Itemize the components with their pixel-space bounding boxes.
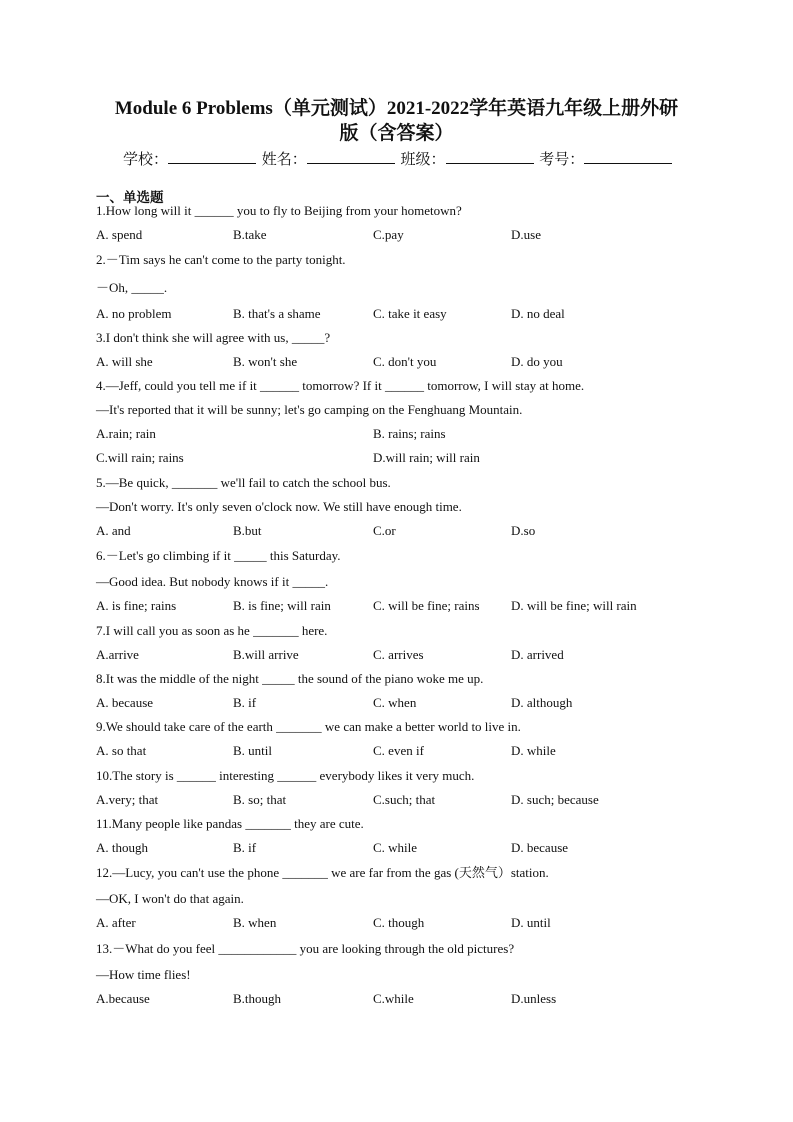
question-text: the sound of the piano woke me up.: [294, 671, 484, 686]
question-text: —Don't worry. It's only seven o'clock now. We still have enough time.: [96, 499, 462, 514]
question-6-line-1: [96, 548, 341, 564]
question-10-option-b[interactable]: B. so; that: [233, 792, 287, 807]
answer-blank[interactable]: _____: [292, 574, 325, 589]
question-text: tomorrow, I will stay at home.: [423, 378, 585, 393]
answer-blank[interactable]: _______: [276, 719, 322, 734]
question-9-option-b[interactable]: B. until: [233, 743, 273, 758]
name-label: 姓名：: [261, 152, 307, 168]
question-text: tomorrow? If it: [299, 378, 385, 393]
question-7-option-a[interactable]: A.arrive: [96, 647, 139, 662]
question-5-option-c[interactable]: C.or: [373, 523, 396, 538]
question-8-option-b[interactable]: B. if: [233, 695, 257, 710]
question-13-option-d[interactable]: D.unless: [511, 991, 557, 1006]
question-text: 12.—Lucy, you can't use the phone: [96, 865, 283, 880]
question-3-line-1: [96, 330, 330, 346]
question-6-option-a[interactable]: A. is fine; rains: [96, 598, 177, 613]
question-text: 10.The story is: [96, 768, 177, 783]
question-text: —How time flies!: [96, 967, 191, 982]
question-13-option-c[interactable]: C.while: [373, 991, 414, 1006]
answer-blank[interactable]: ______: [277, 768, 317, 783]
question-5-line-2: [96, 499, 462, 515]
question-text: they are cute.: [290, 816, 364, 831]
question-text: －Oh,: [96, 280, 132, 295]
question-text: we are far from the gas (天然气）station.: [327, 865, 549, 880]
question-text: we'll fail to catch the school bus.: [217, 475, 391, 490]
question-12-line-2: [96, 891, 244, 907]
question-text: 8.It was the middle of the night: [96, 671, 263, 686]
answer-blank[interactable]: _____: [131, 280, 164, 295]
question-text: 11.Many people like pandas: [96, 816, 246, 831]
question-2-option-b[interactable]: B. that's a shame: [233, 306, 321, 321]
question-13-option-a[interactable]: A.because: [96, 991, 150, 1006]
question-text: you to fly to Beijing from your hometown?: [233, 203, 462, 218]
question-7-line-1: [96, 623, 327, 639]
question-text: this Saturday.: [266, 548, 341, 563]
question-text: 2.－Tim says he can't come to the party tonight.: [96, 252, 346, 267]
question-11-option-a[interactable]: A. though: [96, 840, 148, 855]
question-13-line-2: [96, 967, 191, 983]
question-2-line-2: [96, 280, 167, 296]
question-11-option-c[interactable]: C. while: [373, 840, 418, 855]
question-9-option-d[interactable]: D. while: [511, 743, 556, 758]
answer-blank[interactable]: _______: [245, 816, 291, 831]
answer-blank[interactable]: ______: [176, 768, 216, 783]
question-text: —It's reported that it will be sunny; let's go camping on the Fenghuang Mountain.: [96, 402, 523, 417]
question-12-option-a[interactable]: A. after: [96, 915, 136, 930]
question-1-line-1: [96, 203, 462, 219]
answer-blank[interactable]: _______: [171, 475, 218, 490]
question-1-option-d[interactable]: D.use: [511, 227, 541, 242]
exam-title: [60, 96, 733, 146]
answer-blank[interactable]: _____: [234, 548, 267, 563]
exam-number-label: 考号：: [539, 152, 585, 168]
question-text: .: [324, 574, 329, 589]
exam-number-blank[interactable]: [584, 149, 672, 164]
answer-blank[interactable]: _____: [262, 671, 295, 686]
question-12-option-d[interactable]: D. until: [511, 915, 551, 930]
question-9-line-1: [96, 719, 521, 735]
question-text: —Good idea. But nobody knows if it: [96, 574, 293, 589]
question-6-option-b[interactable]: B. is fine; will rain: [233, 598, 331, 613]
question-text: 3.I don't think she will agree with us,: [96, 330, 292, 345]
question-2-option-a[interactable]: A. no problem: [96, 306, 172, 321]
question-5-option-d[interactable]: D.so: [511, 523, 536, 538]
question-text: 7.I will call you as soon as he: [96, 623, 254, 638]
answer-blank[interactable]: ______: [194, 203, 234, 218]
question-8-line-1: [96, 671, 483, 687]
question-text: you are looking through the old pictures?: [296, 941, 515, 956]
question-7-option-d[interactable]: D. arrived: [511, 647, 564, 662]
question-text: 4.—Jeff, could you tell me if it: [96, 378, 261, 393]
question-13-line-1: [96, 941, 514, 957]
question-6-option-d[interactable]: D. will be fine; will rain: [511, 598, 637, 613]
question-4-line-1: [96, 378, 584, 394]
question-7-option-b[interactable]: B.will arrive: [233, 647, 299, 662]
answer-blank[interactable]: _______: [282, 865, 328, 880]
question-text: everybody likes it very much.: [316, 768, 475, 783]
question-5-option-a[interactable]: A. and: [96, 523, 131, 538]
question-2-option-c[interactable]: C. take it easy: [373, 306, 447, 321]
question-9-option-c[interactable]: C. even if: [373, 743, 424, 758]
question-4-option-b[interactable]: B. rains; rains: [373, 426, 446, 441]
title-line-1: Module 6 Problems（单元测试）2021-2022学年英语九年级上册外研: [114, 98, 679, 119]
answer-blank[interactable]: ______: [384, 378, 424, 393]
question-text: interesting: [215, 768, 278, 783]
question-text: .: [163, 280, 168, 295]
question-5-line-1: [96, 475, 391, 491]
question-3-option-a[interactable]: A. will she: [96, 354, 153, 369]
answer-blank[interactable]: ____________: [218, 941, 297, 956]
school-blank[interactable]: [168, 149, 256, 164]
title-line-2: 版（含答案）: [339, 123, 454, 144]
class-blank[interactable]: [446, 149, 534, 164]
question-10-option-a[interactable]: A.very; that: [96, 792, 159, 807]
question-10-option-c[interactable]: C.such; that: [373, 792, 436, 807]
question-3-option-b[interactable]: B. won't she: [233, 354, 298, 369]
question-text: 13.－What do you feel: [96, 941, 219, 956]
school-label: 学校：: [123, 152, 169, 168]
question-text: 1.How long will it: [96, 203, 195, 218]
question-11-option-d[interactable]: D. because: [511, 840, 569, 855]
section-title: 一、单选题: [96, 190, 164, 205]
question-11-line-1: [96, 816, 364, 832]
question-text: 5.—Be quick,: [96, 475, 172, 490]
question-3-option-d[interactable]: D. do you: [511, 354, 563, 369]
question-4-option-d[interactable]: D.will rain; will rain: [373, 450, 480, 465]
question-1-option-b[interactable]: B.take: [233, 227, 267, 242]
name-blank[interactable]: [307, 149, 395, 164]
question-8-option-d[interactable]: D. although: [511, 695, 573, 710]
question-text: 6.－Let's go climbing if it: [96, 548, 235, 563]
question-10-option-d[interactable]: D. such; because: [511, 792, 599, 807]
question-text: here.: [298, 623, 328, 638]
answer-blank[interactable]: ______: [260, 378, 300, 393]
question-1-option-a[interactable]: A. spend: [96, 227, 143, 242]
question-text: ?: [324, 330, 331, 345]
question-10-line-1: [96, 768, 474, 784]
question-12-option-b[interactable]: B. when: [233, 915, 277, 930]
question-11-option-b[interactable]: B. if: [233, 840, 257, 855]
question-13-option-b[interactable]: B.though: [233, 991, 282, 1006]
question-1-option-c[interactable]: C.pay: [373, 227, 404, 242]
question-12-option-c[interactable]: C. though: [373, 915, 425, 930]
question-3-option-c[interactable]: C. don't you: [373, 354, 437, 369]
question-8-option-a[interactable]: A. because: [96, 695, 154, 710]
question-9-option-a[interactable]: A. so that: [96, 743, 147, 758]
question-5-option-b[interactable]: B.but: [233, 523, 262, 538]
question-4-option-a[interactable]: A.rain; rain: [96, 426, 156, 441]
question-6-option-c[interactable]: C. will be fine; rains: [373, 598, 480, 613]
student-info-row: [123, 148, 674, 169]
question-4-line-2: [96, 402, 522, 418]
class-label: 班级：: [400, 152, 446, 168]
question-text: we can make a better world to live in.: [321, 719, 521, 734]
question-2-line-1: [96, 252, 346, 268]
question-text: —OK, I won't do that again.: [96, 891, 244, 906]
question-8-option-c[interactable]: C. when: [373, 695, 417, 710]
question-6-line-2: [96, 574, 328, 590]
answer-blank[interactable]: _____: [291, 330, 325, 345]
question-7-option-c[interactable]: C. arrives: [373, 647, 424, 662]
answer-blank[interactable]: _______: [253, 623, 299, 638]
question-4-option-c[interactable]: C.will rain; rains: [96, 450, 184, 465]
question-12-line-1: [96, 865, 549, 881]
question-2-option-d[interactable]: D. no deal: [511, 306, 565, 321]
question-text: 9.We should take care of the earth: [96, 719, 277, 734]
